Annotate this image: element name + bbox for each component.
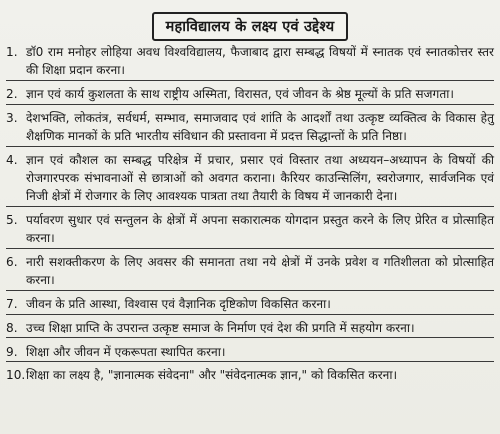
item-number: 1. [6, 45, 18, 59]
objectives-list [6, 43, 494, 385]
item-text: नारी सशक्तीकरण के लिए अवसर की समानता तथा नये क्षेत्रों में उनके प्रवेश व गतिशीलता को प्रोत्साहित करना। [26, 254, 494, 287]
item-text: पर्यावरण सुधार एवं सन्तुलन के क्षेत्रों में अपना सकारात्मक योगदान प्रस्तुत करने के लिए प्रेरित व प्रोत्साहित करना। [26, 212, 494, 245]
list-item [6, 343, 494, 363]
item-text: देशभक्ति, लोकतंत्र, सर्वधर्म, सम्भाव, समाजवाद एवं शांति के आदर्शों तथा उत्कृष्ट व्यक्तित्व के विकास हेतु शैक्षणिक मानकों के प्रति भारतीय संविधान की प्रस्तावना में प्रदत्त सिद्धान्तों के प्रति निष्ठा। [26, 110, 494, 143]
item-number: 2. [6, 86, 18, 101]
list-item [6, 211, 494, 249]
list-item [6, 366, 494, 385]
item-number: 10. [6, 368, 26, 383]
list-item [6, 253, 494, 291]
item-text: शिक्षा का लक्ष्य है, "ज्ञानात्मक संवेदना" और "संवेदनात्मक ज्ञान," को विकसित करना। [26, 368, 398, 383]
item-number: 8. [6, 320, 18, 335]
item-text: डॉ0 राम मनोहर लोहिया अवध विश्वविद्यालय, फैजाबाद द्वारा सम्बद्ध विषयों में स्नातक एवं स्नातकोत्तर स्तर की शिक्षा प्रदान करना। [26, 45, 494, 78]
item-text: शिक्षा और जीवन में एकरूपता स्थापित करना। [26, 344, 226, 359]
list-item [6, 295, 494, 315]
item-text: जीवन के प्रति आस्था, विश्वास एवं वैज्ञानिक दृष्टिकोण विकसित करना। [26, 296, 331, 311]
page-title: महाविद्यालय के लक्ष्य एवं उद्देश्य [152, 12, 349, 41]
item-text: ज्ञान एवं कौशल का सम्बद्ध परिक्षेत्र में प्रचार, प्रसार एवं विस्तार तथा अध्ययन–अध्यापन के विषयों की रोजगारपरक संभावनाओं से छात्राओं को अवगत कराना। कैरियर काउन्सिलिंग, स्वरोजगार, सार्वजनिक एवं निजी क्षेत्रों में रोजगार के लिए आवश्यक पात्रता तथा तैयारी के विषय में जानकारी देना। [26, 152, 494, 203]
list-item [6, 43, 494, 81]
item-number: 3. [6, 110, 18, 125]
list-item [6, 151, 494, 207]
item-number: 6. [6, 254, 18, 269]
heading-container [6, 4, 494, 37]
item-number: 7. [6, 296, 18, 311]
item-text: उच्च शिक्षा प्राप्ति के उपरान्त उत्कृष्ट समाज के निर्माण एवं देश की प्रगति में सहयोग करना। [26, 320, 415, 335]
item-number: 4. [6, 152, 18, 167]
list-item [6, 319, 494, 339]
list-item [6, 109, 494, 147]
list-item [6, 85, 494, 105]
item-text: ज्ञान एवं कार्य कुशलता के साथ राष्ट्रीय अस्मिता, विरासत, एवं जीवन के श्रेष्ठ मूल्यों के प्रति सजगता। [26, 86, 454, 101]
item-number: 9. [6, 344, 18, 359]
item-number: 5. [6, 212, 18, 227]
